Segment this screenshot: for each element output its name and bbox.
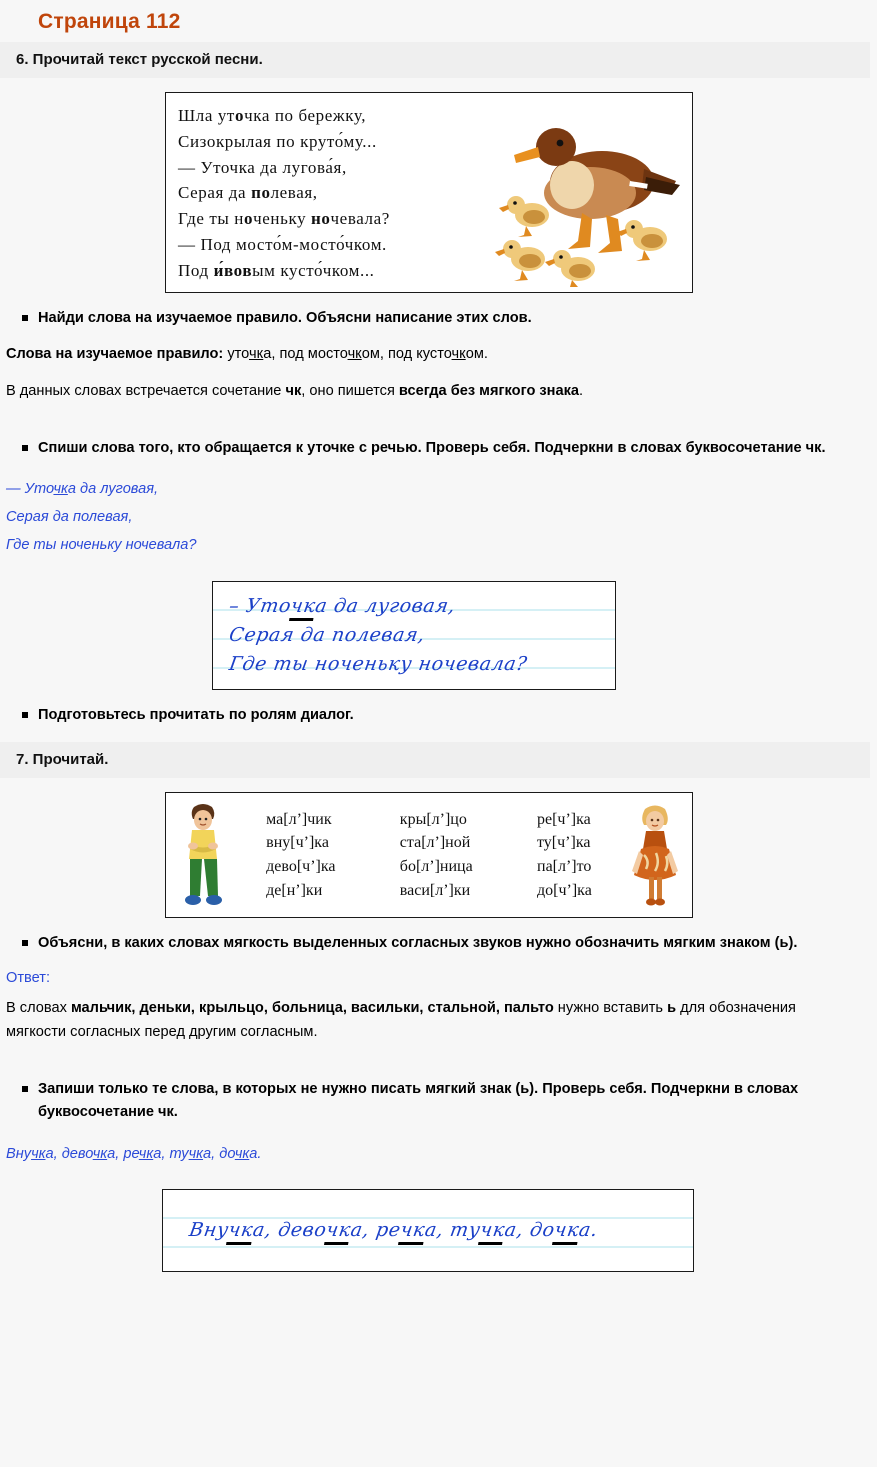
answer-word-list: мальчик, деньки, крыльцо, больница, васильки, стальной, пальто [70, 999, 554, 1016]
exercise-7-answer-list: Внучка, девочка, речка, тучка, дочка. [6, 1146, 262, 1163]
word-item: вну[ч’]ка [266, 834, 329, 852]
rule-note-part-2: , оно пишется [301, 382, 395, 399]
exercise-6-bullet-3 [0, 690, 877, 730]
soft-sign: ь [667, 999, 677, 1016]
bullet-label: Спиши слова того, кто обращается к уточке с речью. Проверь себя. Подчеркни в словах буквосочетание чк. [38, 439, 826, 456]
word-item: васи[л’]ки [399, 881, 471, 899]
answer-word-list: уточка, под мосточком, под кусточком. [227, 346, 488, 363]
word-item: де[н’]ки [266, 881, 323, 899]
word-item: бо[л’]ница [399, 858, 473, 876]
exercise-6-bullet-2 [0, 423, 877, 463]
words-column-3 [537, 808, 592, 903]
rule-note-emphasis: всегда без мягкого знака [398, 382, 580, 399]
handwriting-lines [227, 592, 615, 679]
handwriting-line: Серая да полевая, [227, 624, 427, 647]
boy-illustration [172, 801, 234, 909]
exercise-6-answer-words [0, 332, 877, 368]
bullet-square-icon [22, 445, 28, 451]
words-table-box [165, 792, 693, 918]
exercise-7-bullet-2 [0, 1064, 877, 1127]
handwriting-box-words [162, 1189, 694, 1272]
exercise-6-rule-note [0, 369, 877, 405]
exercise-7-heading: 7. Прочитай. [0, 742, 870, 778]
bullet-square-icon [22, 940, 28, 946]
word-item: ту[ч’]ка [537, 834, 591, 852]
poem-text: Шла уточка по бережку, Сизокрылая по круто́му... — Уточка да лугова́я, Серая да полевая, Где ты ноченьку ночевала? — Под мосто́м-мосто́чком. Под и́вовым кусто́чком... [178, 106, 390, 280]
word-item: дево[ч’]ка [266, 858, 336, 876]
words-column-1 [266, 808, 335, 903]
bullet-label: Найди слова на изучаемое правило. Объясни написание этих слов. [38, 309, 532, 326]
exercise-6-heading: 6. Прочитай текст русской песни. [0, 42, 870, 78]
word-item: кры[л’]цо [399, 810, 467, 828]
word-item: до[ч’]ка [537, 881, 592, 899]
handwriting-line: Где ты ноченьку ночевала? [227, 653, 529, 676]
poem-box [165, 92, 693, 293]
bullet-square-icon [22, 315, 28, 321]
bullet-label: Объясни, в каких словах мягкость выделенных согласных звуков нужно обозначить мягким знаком (ь). [38, 935, 798, 952]
words-column-2 [400, 808, 473, 903]
handwriting-line: Внучка, девочка, речка, тучка, дочка. [187, 1216, 698, 1245]
answer-line: — Уточка да луговая, [6, 481, 159, 498]
girl-illustration [624, 801, 686, 909]
answer-line: Серая да полевая, [6, 508, 133, 525]
answer-middle: нужно вставить [557, 999, 664, 1016]
answer-prefix: Слова на изучаемое правило: [6, 346, 224, 363]
bullet-label: Подготовьтесь прочитать по ролям диалог. [38, 707, 354, 724]
handwriting-box-poem [212, 581, 616, 690]
word-item: ста[л’]ной [399, 834, 471, 852]
rule-note-part-3: . [579, 382, 584, 399]
exercise-7-bullet-1 [0, 918, 877, 958]
bullet-square-icon [22, 712, 28, 718]
exercise-7-answer-paragraph [0, 986, 877, 1046]
rule-note-chk: чк [285, 382, 302, 399]
answer-suffix: для обозначения мягкости согласных перед другим согласным. [6, 999, 796, 1040]
handwriting-line: – Уточка да луговая, [227, 592, 620, 621]
answer-label: Ответ: [6, 969, 50, 986]
bullet-label: Запиши только те слова, в которых не нужно писать мягкий знак (ь). Проверь себя. Подчеркни в словах буквосочетание чк. [38, 1080, 799, 1121]
word-item: па[л’]то [537, 858, 592, 876]
word-item: ре[ч’]ка [537, 810, 591, 828]
answer-line: Где ты ноченьку ночевала? [6, 536, 197, 553]
words-columns [234, 808, 624, 903]
bullet-square-icon [22, 1086, 28, 1092]
answer-prefix: В словах [6, 999, 67, 1016]
exercise-6-bullet-1 [0, 293, 877, 333]
rule-note-part-1: В данных словах встречается сочетание [6, 382, 282, 399]
page-title: Страница 112 [38, 10, 181, 33]
duck-with-ducklings-illustration [494, 107, 684, 287]
exercise-6-copied-lines [0, 462, 877, 559]
word-item: ма[л’]чик [266, 810, 332, 828]
